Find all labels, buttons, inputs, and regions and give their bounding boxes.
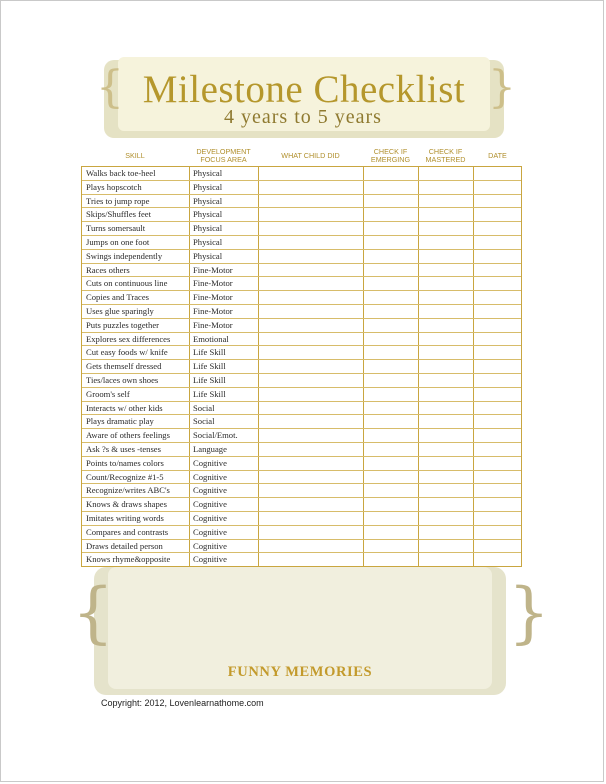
mastered-check-cell[interactable] — [419, 402, 473, 416]
date-cell[interactable] — [474, 498, 521, 512]
emerging-check-cell[interactable] — [364, 208, 418, 222]
table-row — [82, 346, 521, 360]
focus-area-cell: Physical — [193, 168, 223, 178]
what-child-did-cell[interactable] — [259, 415, 363, 429]
what-child-did-cell[interactable] — [259, 291, 363, 305]
skill-cell: Skips/Shuffles feet — [86, 209, 152, 220]
col-header-skill-label: SKILL — [125, 151, 145, 160]
date-cell[interactable] — [474, 471, 521, 485]
memories-title: FUNNY MEMORIES — [227, 664, 373, 680]
skill-cell: Copies and Traces — [86, 292, 150, 303]
col-header-mastered-line2: MASTERED — [425, 155, 466, 164]
skill-cell: Compares and contrasts — [86, 526, 169, 537]
date-cell[interactable] — [474, 484, 521, 498]
checklist-table — [81, 166, 522, 567]
focus-area-cell: Cognitive — [193, 526, 227, 537]
mastered-check-cell[interactable] — [419, 457, 473, 471]
focus-area-cell: Physical — [193, 181, 223, 192]
table-row — [82, 250, 521, 264]
table-row — [82, 333, 521, 347]
emerging-check-cell[interactable] — [364, 415, 418, 429]
table-row — [82, 553, 521, 567]
focus-area-cell: Life Skill — [193, 347, 226, 358]
date-cell[interactable] — [474, 222, 521, 236]
what-child-did-cell[interactable] — [259, 484, 363, 498]
skill-cell: Uses glue sparingly — [86, 306, 154, 316]
what-child-did-cell[interactable] — [259, 457, 363, 471]
mastered-check-cell[interactable] — [419, 526, 473, 540]
table-row — [82, 195, 521, 209]
date-cell[interactable] — [474, 305, 521, 319]
date-cell[interactable] — [474, 512, 521, 526]
page-title: Milestone Checklist — [142, 68, 466, 111]
emerging-check-cell[interactable] — [364, 360, 418, 374]
mastered-check-cell[interactable] — [419, 277, 473, 291]
mastered-check-cell[interactable] — [419, 388, 473, 402]
col-header-date-label: DATE — [488, 151, 507, 160]
mastered-check-cell[interactable] — [419, 264, 473, 278]
table-row — [82, 236, 521, 250]
table-row — [82, 443, 521, 457]
focus-area-cell: Physical — [193, 209, 223, 220]
table-row — [82, 222, 521, 236]
focus-area-cell: Physical — [193, 223, 223, 234]
focus-area-cell: Life Skill — [193, 375, 226, 385]
skill-cell: Plays dramatic play — [86, 416, 154, 427]
table-row — [82, 374, 521, 388]
what-child-did-cell[interactable] — [259, 346, 363, 360]
skill-cell: Walks back toe-heel — [86, 168, 156, 178]
what-child-did-cell[interactable] — [259, 443, 363, 457]
skill-cell: Ties/laces own shoes — [86, 375, 159, 385]
what-child-did-cell[interactable] — [259, 167, 363, 181]
focus-area-cell: Cognitive — [193, 499, 227, 510]
focus-area-cell: Cognitive — [193, 471, 227, 482]
mastered-check-cell[interactable] — [419, 484, 473, 498]
what-child-did-cell[interactable] — [259, 319, 363, 333]
date-cell[interactable] — [474, 415, 521, 429]
focus-area-cell: Language — [193, 444, 227, 454]
focus-area-cell: Fine-Motor — [193, 264, 233, 275]
table-row — [82, 457, 521, 471]
mastered-check-cell[interactable] — [419, 429, 473, 443]
col-header-what-label: WHAT CHILD DID — [281, 151, 340, 160]
mastered-check-cell[interactable] — [419, 471, 473, 485]
skill-cell: Count/Recognize #1-5 — [86, 471, 164, 482]
what-child-did-cell[interactable] — [259, 526, 363, 540]
emerging-check-cell[interactable] — [364, 222, 418, 236]
page-subtitle: 4 years to 5 years — [224, 106, 382, 128]
mastered-check-cell[interactable] — [419, 181, 473, 195]
emerging-check-cell[interactable] — [364, 484, 418, 498]
table-row — [82, 540, 521, 554]
mastered-check-cell[interactable] — [419, 553, 473, 567]
focus-area-cell: Fine-Motor — [193, 292, 233, 303]
date-cell[interactable] — [474, 553, 521, 567]
table-row — [82, 484, 521, 498]
what-child-did-cell[interactable] — [259, 277, 363, 291]
copyright-text: Copyright: 2012, Lovenlearnathome.com — [101, 698, 264, 708]
emerging-check-cell[interactable] — [364, 553, 418, 567]
col-header-date — [473, 152, 522, 160]
mastered-check-cell[interactable] — [419, 250, 473, 264]
table-row — [82, 471, 521, 485]
table-row — [82, 291, 521, 305]
skill-cell: Knows rhyme&opposite — [86, 554, 171, 565]
skill-cell: Swings independently — [86, 250, 163, 261]
skill-cell: Puts puzzles together — [86, 319, 160, 330]
col-header-mastered — [418, 148, 473, 164]
emerging-check-cell[interactable] — [364, 264, 418, 278]
emerging-check-cell[interactable] — [364, 181, 418, 195]
right-brace-icon: } — [508, 574, 550, 651]
skill-cell: Recognize/writes ABC's — [86, 485, 170, 496]
date-cell[interactable] — [474, 277, 521, 291]
date-cell[interactable] — [474, 526, 521, 540]
focus-area-cell: Physical — [193, 250, 223, 261]
skill-cell: Tries to jump rope — [86, 195, 150, 206]
date-cell[interactable] — [474, 360, 521, 374]
table-row — [82, 415, 521, 429]
emerging-check-cell[interactable] — [364, 540, 418, 554]
emerging-check-cell[interactable] — [364, 346, 418, 360]
mastered-check-cell[interactable] — [419, 236, 473, 250]
what-child-did-cell[interactable] — [259, 553, 363, 567]
date-cell[interactable] — [474, 319, 521, 333]
date-cell[interactable] — [474, 402, 521, 416]
mastered-check-cell[interactable] — [419, 195, 473, 209]
table-row — [82, 360, 521, 374]
what-child-did-cell[interactable] — [259, 471, 363, 485]
left-brace-icon: { — [72, 574, 114, 651]
focus-area-cell: Physical — [193, 237, 223, 247]
emerging-check-cell[interactable] — [364, 291, 418, 305]
emerging-check-cell[interactable] — [364, 498, 418, 512]
table-row — [82, 402, 521, 416]
skill-cell: Imitates writing words — [86, 513, 164, 523]
date-cell[interactable] — [474, 181, 521, 195]
mastered-check-cell[interactable] — [419, 540, 473, 554]
focus-area-cell: Cognitive — [193, 513, 227, 523]
date-cell[interactable] — [474, 457, 521, 471]
col-header-mastered-line1: CHECK IF — [428, 147, 463, 156]
focus-area-cell: Cognitive — [193, 485, 227, 496]
focus-area-cell: Fine-Motor — [193, 278, 233, 289]
table-row — [82, 181, 521, 195]
focus-area-cell: Social/Emot. — [193, 430, 238, 441]
mastered-check-cell[interactable] — [419, 222, 473, 236]
skill-cell: Knows & draws shapes — [86, 499, 167, 510]
col-header-emerging-line2: EMERGING — [370, 155, 411, 164]
table-row — [82, 429, 521, 443]
emerging-check-cell[interactable] — [364, 471, 418, 485]
what-child-did-cell[interactable] — [259, 498, 363, 512]
what-child-did-cell[interactable] — [259, 388, 363, 402]
skill-cell: Gets themself dressed — [86, 361, 162, 372]
date-cell[interactable] — [474, 208, 521, 222]
what-child-did-cell[interactable] — [259, 222, 363, 236]
focus-area-cell: Emotional — [193, 333, 229, 344]
col-header-what — [258, 152, 363, 160]
table-row — [82, 526, 521, 540]
col-header-area-line2: FOCUS AREA — [200, 155, 247, 164]
table-row — [82, 208, 521, 222]
mastered-check-cell[interactable] — [419, 415, 473, 429]
skill-cell: Plays hopscotch — [86, 181, 142, 192]
focus-area-cell: Fine-Motor — [193, 306, 233, 316]
focus-area-cell: Social — [193, 402, 215, 413]
date-cell[interactable] — [474, 346, 521, 360]
date-cell[interactable] — [474, 443, 521, 457]
skill-cell: Aware of others feelings — [86, 430, 170, 441]
skill-cell: Cut easy foods w/ knife — [86, 347, 168, 358]
right-brace-icon: } — [488, 62, 516, 113]
date-cell[interactable] — [474, 540, 521, 554]
skill-cell: Interacts w/ other kids — [86, 402, 163, 413]
table-row — [82, 498, 521, 512]
focus-area-cell: Cognitive — [193, 554, 227, 565]
skill-cell: Races others — [86, 264, 130, 275]
emerging-check-cell[interactable] — [364, 305, 418, 319]
mastered-check-cell[interactable] — [419, 305, 473, 319]
date-cell[interactable] — [474, 167, 521, 181]
col-header-emerging — [363, 148, 418, 164]
date-cell[interactable] — [474, 195, 521, 209]
date-cell[interactable] — [474, 291, 521, 305]
mastered-check-cell[interactable] — [419, 443, 473, 457]
emerging-check-cell[interactable] — [364, 333, 418, 347]
mastered-check-cell[interactable] — [419, 498, 473, 512]
emerging-check-cell[interactable] — [364, 195, 418, 209]
date-cell[interactable] — [474, 264, 521, 278]
table-row — [82, 277, 521, 291]
what-child-did-cell[interactable] — [259, 402, 363, 416]
skill-cell: Turns somersault — [86, 223, 146, 234]
what-child-did-cell[interactable] — [259, 512, 363, 526]
focus-area-cell: Social — [193, 416, 215, 427]
emerging-check-cell[interactable] — [364, 319, 418, 333]
what-child-did-cell[interactable] — [259, 540, 363, 554]
focus-area-cell: Life Skill — [193, 361, 226, 372]
emerging-check-cell[interactable] — [364, 388, 418, 402]
table-row — [82, 264, 521, 278]
table-row — [82, 167, 521, 181]
table-row — [82, 305, 521, 319]
focus-area-cell: Cognitive — [193, 457, 227, 468]
focus-area-cell: Cognitive — [193, 540, 227, 551]
skill-cell: Groom's self — [86, 388, 130, 399]
mastered-check-cell[interactable] — [419, 512, 473, 526]
mastered-check-cell[interactable] — [419, 374, 473, 388]
date-cell[interactable] — [474, 236, 521, 250]
date-cell[interactable] — [474, 333, 521, 347]
skill-cell: Ask ?s & uses -tenses — [86, 444, 161, 454]
emerging-check-cell[interactable] — [364, 236, 418, 250]
mastered-check-cell[interactable] — [419, 333, 473, 347]
date-cell[interactable] — [474, 374, 521, 388]
focus-area-cell: Physical — [193, 195, 223, 206]
what-child-did-cell[interactable] — [259, 360, 363, 374]
emerging-check-cell[interactable] — [364, 167, 418, 181]
focus-area-cell: Life Skill — [193, 388, 226, 399]
what-child-did-cell[interactable] — [259, 374, 363, 388]
col-header-area-line1: DEVELOPMENT — [196, 147, 251, 156]
date-cell[interactable] — [474, 429, 521, 443]
table-row — [82, 319, 521, 333]
left-brace-icon: { — [96, 62, 124, 113]
table-row — [82, 512, 521, 526]
what-child-did-cell[interactable] — [259, 264, 363, 278]
what-child-did-cell[interactable] — [259, 429, 363, 443]
col-header-area — [189, 148, 258, 164]
date-cell[interactable] — [474, 250, 521, 264]
emerging-check-cell[interactable] — [364, 457, 418, 471]
what-child-did-cell[interactable] — [259, 195, 363, 209]
emerging-check-cell[interactable] — [364, 429, 418, 443]
skill-cell: Explores sex differences — [86, 333, 171, 344]
col-header-skill — [81, 152, 189, 160]
emerging-check-cell[interactable] — [364, 250, 418, 264]
skill-cell: Draws detailed person — [86, 540, 163, 551]
skill-cell: Cuts on continuous line — [86, 278, 168, 289]
table-row — [82, 388, 521, 402]
date-cell[interactable] — [474, 388, 521, 402]
emerging-check-cell[interactable] — [364, 512, 418, 526]
mastered-check-cell[interactable] — [419, 208, 473, 222]
skill-cell: Jumps on one foot — [86, 237, 150, 247]
emerging-check-cell[interactable] — [364, 402, 418, 416]
mastered-check-cell[interactable] — [419, 167, 473, 181]
emerging-check-cell[interactable] — [364, 526, 418, 540]
mastered-check-cell[interactable] — [419, 346, 473, 360]
emerging-check-cell[interactable] — [364, 443, 418, 457]
what-child-did-cell[interactable] — [259, 250, 363, 264]
what-child-did-cell[interactable] — [259, 208, 363, 222]
skill-cell: Points to/names colors — [86, 457, 164, 468]
emerging-check-cell[interactable] — [364, 277, 418, 291]
what-child-did-cell[interactable] — [259, 333, 363, 347]
mastered-check-cell[interactable] — [419, 319, 473, 333]
mastered-check-cell[interactable] — [419, 360, 473, 374]
what-child-did-cell[interactable] — [259, 305, 363, 319]
col-header-emerging-line1: CHECK IF — [373, 147, 408, 156]
what-child-did-cell[interactable] — [259, 181, 363, 195]
what-child-did-cell[interactable] — [259, 236, 363, 250]
emerging-check-cell[interactable] — [364, 374, 418, 388]
focus-area-cell: Fine-Motor — [193, 319, 233, 330]
mastered-check-cell[interactable] — [419, 291, 473, 305]
